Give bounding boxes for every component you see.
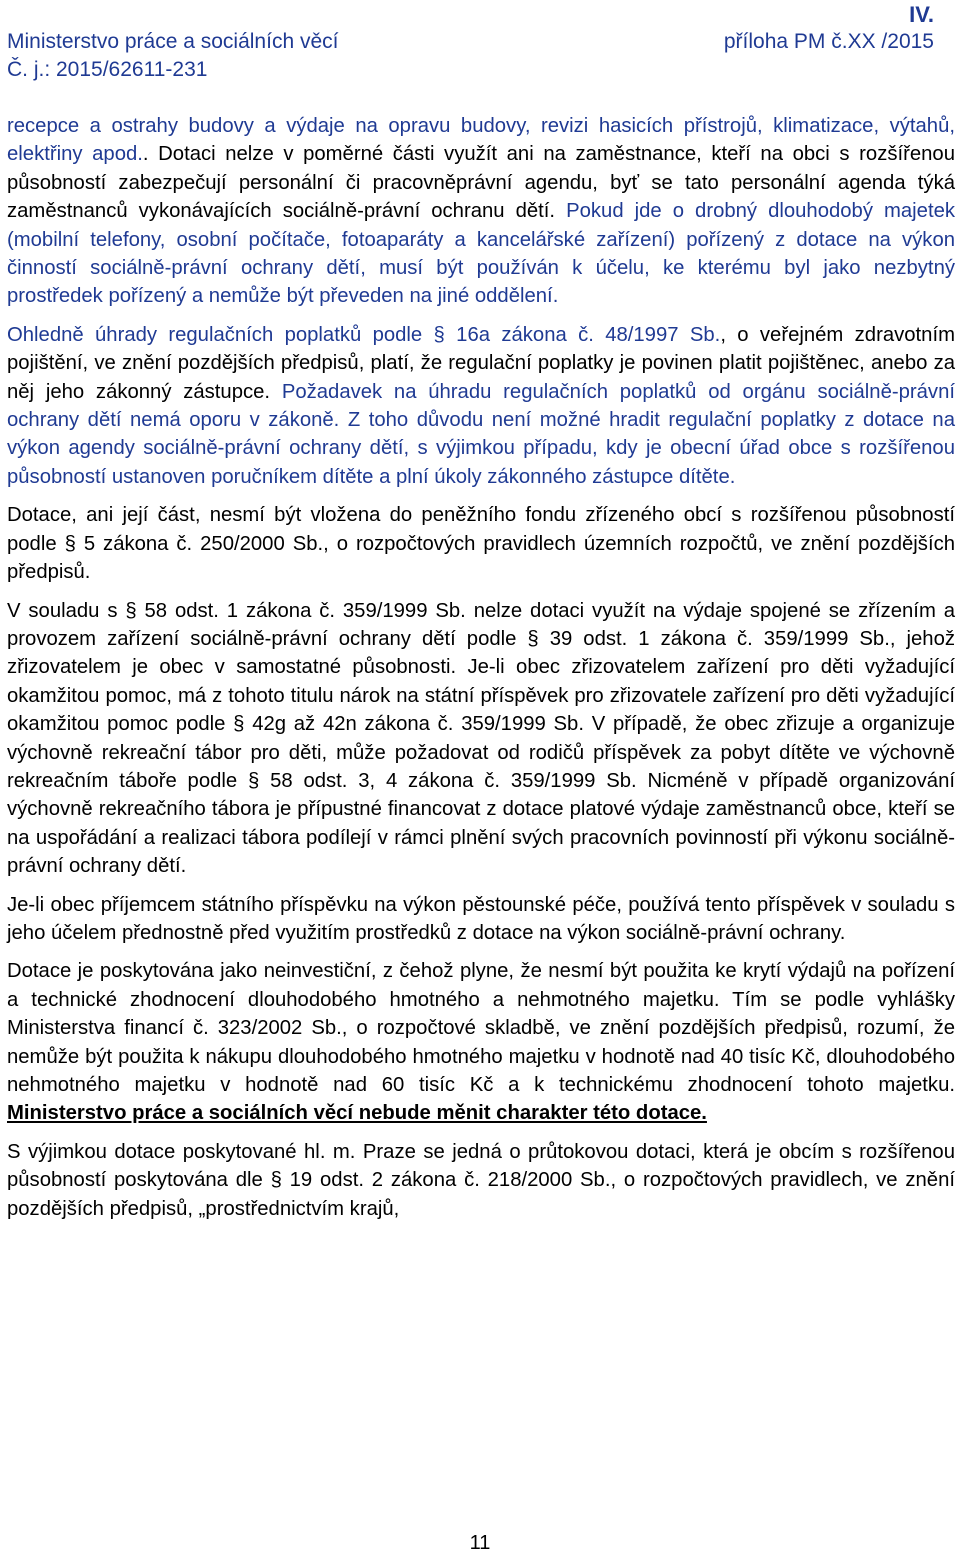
appendix-roman-numeral: IV. xyxy=(909,2,934,27)
text-run: Požadavek na úhradu regulačních poplatků od orgánu sociálně-právní ochrany dětí nemá oporu v zákoně. Z toho důvodu není možné hradit regulační poplatky z dotace na výkon agendy sociálně-právní ochrany dětí, s výjimkou případu, kdy je obecní úřad obce s rozšířenou působností ustanoven poručníkem dítěte a plní úkoly zákonného zástupce dítěte. xyxy=(7,380,955,488)
text-run: Dotace je poskytována jako neinvestiční, z čehož plyne, že nesmí být použita ke krytí výdajů na pořízení a technické zhodnocení dlouhodobého hmotného a nehmotného majetku. Tím se podle vyhlášky Ministerstva financí č. 323/2002 Sb., o rozpočtové skladbě, ve znění pozdějších předpisů, rozumí, že nemůže být použita k nákupu dlouhodobého hmotného majetku v hodnotě nad 40 tisíc Kč, dlouhodobého nehmotného majetku v hodnotě nad 60 tisíc Kč a k technickému zhodnocení tohoto majetku. xyxy=(7,960,955,1096)
paragraph-operating-costs xyxy=(7,112,955,311)
text-run: , o veřejném zdravotním pojištění, ve znění pozdějších předpisů, platí, že regulační poplatky je povinen platit pojištěnec, anebo za něj jeho zákonný zástupce. xyxy=(7,323,955,403)
paragraph-facilities: V souladu s § 58 odst. 1 zákona č. 359/1999 Sb. nelze dotaci využít na výdaje spojené se zřízením a provozem zařízení sociálně-právní ochrany dětí podle § 39 odst. 1 zákona č. 359/1999 Sb., jehož zřizovatelem je obec v samostatné působnosti. Je-li obec zřizovatelem zařízení pro děti vyžadující okamžitou pomoc, má z tohoto titulu nárok na státní příspěvek pro zřizovatele zařízení pro děti vyžadující okamžitou pomoc podle § 42g až 42n zákona č. 359/1999 Sb. V případě, že obec zřizuje a organizuje výchovně rekreační tábor pro děti, může požadovat od rodičů příspěvek za pobyt dítěte ve výchovně rekreačním táboře podle § 58 odst. 3, 4 zákona č. 359/1999 Sb. Nicméně v případě organizování výchovně rekreačního tábora je přípustné financovat z dotace platové výdaje zaměstnanců obce, kteří se na uspořádání a realizaci tábora podílejí v rámci plnění svých pracovních povinností při výkonu sociálně-právní ochrany dětí. xyxy=(7,599,955,878)
text-run: recepce a ostrahy budovy a výdaje na opravu budovy, revizi hasicích přístrojů, klimatizace, výtahů, elektřiny apod. xyxy=(7,115,955,166)
paragraph-money-fund: Dotace, ani její část, nesmí být vložena do peněžního fondu zřízeného obcí s rozšířenou působností podle § 5 zákona č. 250/2000 Sb., o rozpočtových pravidlech územních rozpočtů, ve znění pozdějších předpisů. xyxy=(7,504,955,584)
paragraph-flow-through: S výjimkou dotace poskytované hl. m. Praze se jedná o průtokovou dotaci, která je obcím s rozšířenou působností poskytována dle § 19 odst. 2 zákona č. 218/2000 Sb., o rozpočtových pravidlech, ve znění pozdějších předpisů, „prostřednictvím krajů, xyxy=(7,1140,955,1220)
paragraph-foster-care: Je-li obec příjemcem státního příspěvku na výkon pěstounské péče, používá tento příspěvek v souladu s jeho účelem přednostně před využitím prostředků z dotace na výkon sociálně-právní ochrany. xyxy=(7,893,955,944)
ministry-name: Ministerstvo práce a sociálních věcí xyxy=(7,30,339,53)
reference-number: Č. j.: 2015/62611-231 xyxy=(7,58,208,81)
page-header xyxy=(7,0,934,100)
text-run: Pokud jde o drobný dlouhodobý majetek (mobilní telefony, osobní počítače, fotoaparáty a kancelářské zařízení) pořízený z dotace na výkon činností sociálně-právní ochrany dětí, musí být používán k účelu, ke kterému byl jako nezbytný prostředek pořízený a nemůže být převeden na jiné oddělení. xyxy=(7,200,956,308)
text-run: Ohledně úhrady regulačních poplatků podle § 16a zákona č. 48/1997 Sb. xyxy=(7,323,721,346)
paragraph-regulatory-fees xyxy=(7,321,955,491)
page-number: 11 xyxy=(469,1532,491,1554)
emphasis-statement: Ministerstvo práce a sociálních věcí nebude měnit charakter této dotace. xyxy=(7,1102,707,1125)
appendix-label: příloha PM č.XX /2015 xyxy=(723,30,934,53)
text-run: . Dotaci nelze v poměrné části využít ani na zaměstnance, kteří na obci s rozšířenou působností zabezpečují personální či pracovněprávní agendu, byť se tato personální agenda týká zaměstnanců vykonávajících sociálně-právní ochranu dětí. xyxy=(7,143,955,223)
document-body xyxy=(7,112,955,1233)
paragraph-non-investment xyxy=(7,957,955,1127)
